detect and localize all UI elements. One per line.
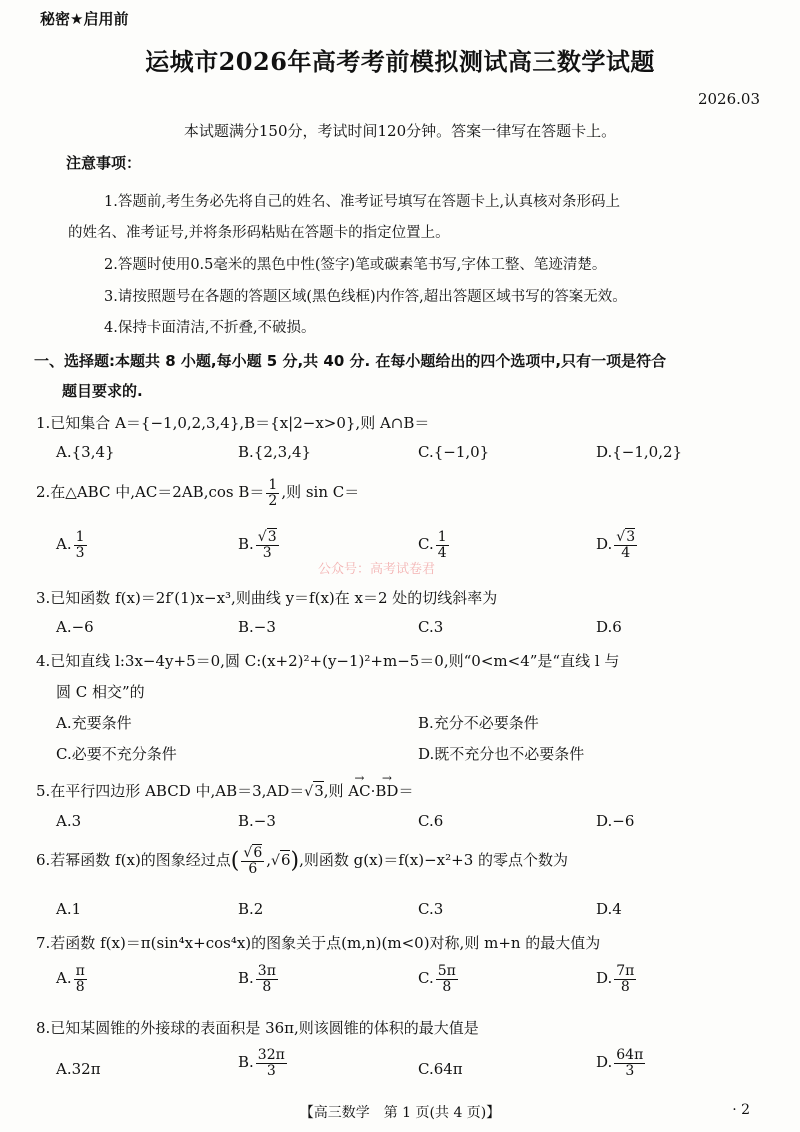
q3-option-a: A.−6 — [56, 618, 94, 636]
denominator: 8 — [620, 978, 630, 995]
q2-option-c — [418, 530, 451, 560]
option-label: D. — [596, 1053, 613, 1072]
q6-option-b: B.2 — [238, 900, 264, 918]
option-fraction — [256, 530, 279, 560]
q6-option-d: D.4 — [596, 900, 622, 918]
option-label: C. — [418, 535, 434, 554]
numerator — [614, 530, 637, 546]
q5-stem-text: 5.在平行四边形 ABCD 中,AB＝3,AD＝ — [36, 782, 305, 800]
question-7-stem: 7.若函数 f(x)＝π(sin⁴x+cos⁴x)的图象关于点(m,n)(m<0)对称,则 m+n 的最大值为 — [36, 934, 601, 952]
option-label: D. — [596, 535, 613, 554]
question-8-stem: 8.已知某圆锥的外接球的表面积是 36π,则该圆锥的体积的最大值是 — [36, 1019, 479, 1037]
sqrt-sign: √ — [271, 853, 280, 870]
numerator: 5π — [437, 963, 456, 979]
q8-option-b — [238, 1048, 289, 1078]
radicand: 6 — [280, 851, 291, 870]
q8-option-d — [596, 1048, 647, 1078]
paren-open: ( — [230, 848, 240, 874]
q1-option-b: B.{2,3,4} — [238, 443, 312, 461]
q1-option-a: A.{3,4} — [56, 443, 115, 461]
q3-option-c: C.3 — [418, 618, 444, 636]
q1-option-d: D.{−1,0,2} — [596, 443, 683, 461]
note-item: 1.答题前,考生务必先将自己的姓名、准考证号填写在答题卡上,认真核对条形码上 — [104, 194, 621, 210]
page-number-mark: · 2 — [732, 1102, 750, 1118]
comma: , — [266, 851, 272, 870]
q3-option-d: D.6 — [596, 618, 622, 636]
denominator: 2 — [268, 492, 278, 509]
q4-option-d: D.既不充分也不必要条件 — [418, 745, 585, 763]
q4-option-b: B.充分不必要条件 — [418, 714, 539, 732]
radicand: 6 — [253, 845, 263, 861]
note-item: 3.请按照题号在各题的答题区域(黑色线框)内作答,超出答题区域书写的答案无效。 — [104, 289, 627, 305]
numerator: 7π — [616, 963, 635, 979]
q2-stem-text: ,则 sin C＝ — [281, 483, 360, 502]
q5-stem-text: ＝ — [398, 782, 414, 800]
q4-option-a: A.充要条件 — [56, 714, 132, 732]
option-fraction — [614, 1048, 645, 1078]
q7-option-b — [238, 964, 280, 994]
q5-option-b: B.−3 — [238, 812, 276, 830]
question-4-stem-cont: 圆 C 相交”的 — [56, 683, 145, 701]
q5-option-a: A.3 — [56, 812, 82, 830]
note-item: 的姓名、准考证号,并将条形码粘贴在答题卡的指定位置上。 — [68, 225, 450, 241]
q2-stem-text: 2.在△ABC 中,AC＝2AB,cos B＝ — [36, 483, 265, 502]
option-label: B. — [238, 535, 254, 554]
q6-option-a: A.1 — [56, 900, 82, 918]
option-label: B. — [238, 969, 254, 988]
q8-option-a: A.32π — [56, 1060, 101, 1078]
sqrt-sign: √ — [304, 784, 314, 800]
q6-option-c: C.3 — [418, 900, 444, 918]
watermark-text: 公众号：高考试卷君 — [318, 562, 436, 577]
sqrt-sign: √ — [243, 845, 253, 861]
option-fraction — [436, 964, 458, 994]
option-fraction — [436, 530, 449, 560]
option-fraction — [614, 530, 637, 560]
sqrt-sign: √ — [616, 529, 626, 545]
confidential-label: 秘密★启用前 — [40, 10, 129, 28]
q5-stem-text: ,则 — [323, 782, 349, 800]
radicand: 3 — [267, 529, 277, 545]
point-x-fraction — [241, 846, 264, 876]
exam-intro: 本试题满分150分，考试时间120分钟。答案一律写在答题卡上。 — [183, 122, 617, 140]
note-item: 4.保持卡面清洁,不折叠,不破损。 — [104, 320, 316, 336]
dot-operator: · — [370, 782, 376, 800]
q1-option-c: C.{−1,0} — [418, 443, 490, 461]
note-item: 2.答题时使用0.5毫米的黑色中性(签字)笔或碳素笔书写,字体工整、笔迹清楚。 — [104, 257, 607, 273]
option-fraction — [74, 530, 87, 560]
question-2-stem — [36, 478, 359, 508]
denominator: 4 — [437, 544, 447, 561]
option-label: C. — [418, 969, 434, 988]
question-5-stem — [36, 780, 413, 801]
question-1-stem: 1.已知集合 A＝{−1,0,2,3,4},B＝{x|2−x>0},则 A∩B＝ — [36, 414, 430, 432]
radicand: 3 — [314, 782, 324, 800]
paren-close: ) — [290, 848, 300, 874]
q8-option-c: C.64π — [418, 1060, 463, 1078]
q7-option-d — [596, 964, 638, 994]
radicand: 3 — [626, 529, 636, 545]
q6-stem-text: ,则函数 g(x)＝f(x)−x²+3 的零点个数为 — [299, 851, 569, 870]
question-4-stem: 4.已知直线 l:3x−4y+5＝0,圆 C:(x+2)²+(y−1)²+m−5＝0,则“0<m<4”是“直线 l 与 — [36, 652, 620, 670]
q7-option-c — [418, 964, 460, 994]
section-heading: 一、选择题:本题共 8 小题,每小题 5 分,共 40 分. 在每小题给出的四个选项中,只有一项是符合 — [34, 352, 667, 370]
denominator: 8 — [442, 978, 452, 995]
q3-option-b: B.−3 — [238, 618, 276, 636]
denominator: 8 — [75, 978, 85, 995]
q2-fraction — [266, 478, 279, 508]
numerator: 64π — [616, 1047, 644, 1063]
q5-option-c: C.6 — [418, 812, 444, 830]
q5-option-d: D.−6 — [596, 812, 635, 830]
vector-bd: → BD — [375, 782, 398, 800]
sqrt-sign: √ — [257, 529, 267, 545]
denominator: 3 — [75, 544, 85, 561]
option-fraction — [74, 964, 87, 994]
page-footer: 【高三数学 第 1 页(共 4 页)】 — [299, 1105, 501, 1121]
exam-date: 2026.03 — [697, 90, 760, 108]
exam-title: 运城市2026年高考考前模拟测试高三数学试题 — [145, 47, 655, 76]
numerator — [241, 846, 264, 862]
option-fraction — [256, 964, 278, 994]
option-label: A. — [56, 969, 72, 988]
q6-stem-text: 6.若幂函数 f(x)的图象经过点 — [36, 851, 231, 870]
option-label: D. — [596, 969, 613, 988]
denominator: 8 — [262, 978, 272, 995]
q4-option-c: C.必要不充分条件 — [56, 745, 177, 763]
q2-option-a — [56, 530, 89, 560]
denominator: 4 — [621, 544, 631, 561]
option-label: A. — [56, 535, 72, 554]
question-3-stem: 3.已知函数 f(x)＝2f′(1)x−x³,则曲线 y＝f(x)在 x＝2 处的切线斜率为 — [36, 589, 498, 607]
section-heading-cont: 题目要求的. — [62, 382, 143, 400]
numerator: π — [75, 963, 85, 979]
numerator: 1 — [437, 529, 447, 545]
numerator: 32π — [257, 1047, 285, 1063]
option-fraction — [256, 1048, 287, 1078]
question-6-stem — [36, 846, 568, 876]
numerator: 1 — [75, 529, 85, 545]
q2-option-b — [238, 530, 281, 560]
option-label: B. — [238, 1053, 254, 1072]
numerator: 1 — [268, 477, 278, 493]
denominator: 3 — [266, 1062, 276, 1079]
numerator — [256, 530, 279, 546]
q7-option-a — [56, 964, 89, 994]
denominator: 3 — [625, 1062, 635, 1079]
numerator: 3π — [257, 963, 276, 979]
vector-ac: → AC — [348, 782, 370, 800]
notes-heading: 注意事项： — [66, 154, 142, 172]
denominator: 3 — [262, 544, 272, 561]
option-fraction — [614, 964, 636, 994]
q2-option-d — [596, 530, 639, 560]
denominator: 6 — [248, 860, 258, 877]
